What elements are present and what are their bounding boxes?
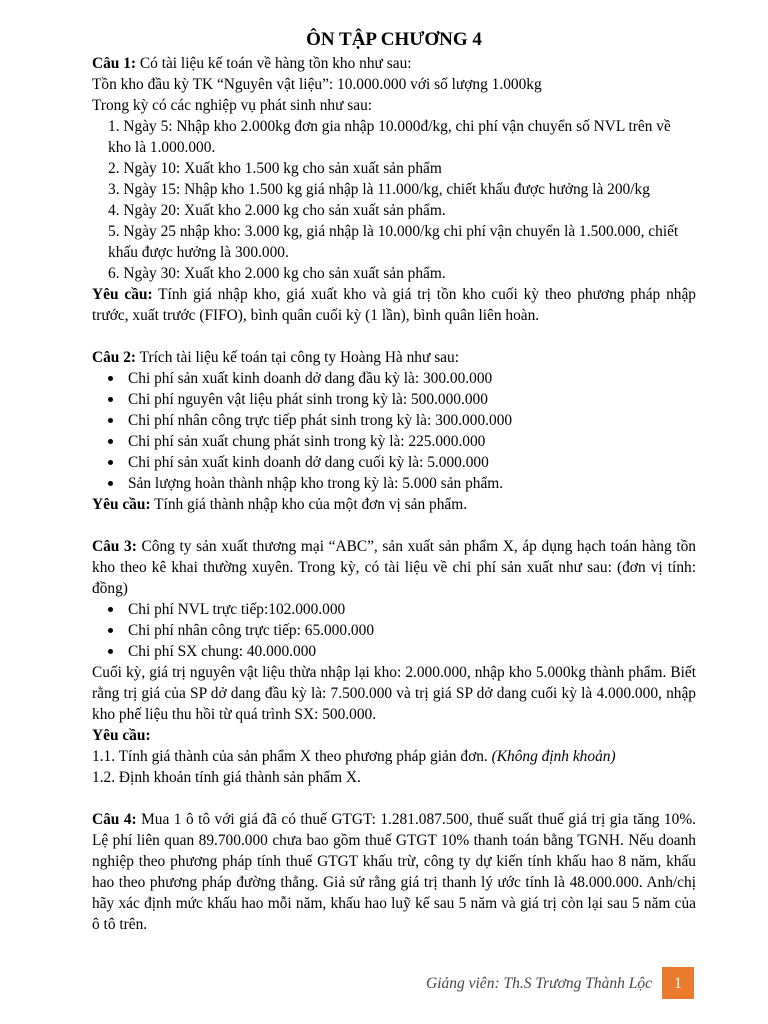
question-3-body: Cuối kỳ, giá trị nguyên vật liệu thừa nhập lại kho: 2.000.000, nhập kho 5.000kg thành phẩm. Biết rằng trị giá của SP dở dang đầu kỳ là: 7.500.000 và trị giá SP dở dang cuối kỳ là 4.000.000, nhập kho phế liệu thu hồi từ quá trình SX: 500.000. — [92, 664, 696, 723]
question-1-label: Câu 1: — [92, 55, 137, 72]
requirement-label: Yêu cầu: — [92, 286, 153, 303]
question-3-requirement-2: 1.2. Định khoản tính giá thành sản phẩm X. — [92, 769, 361, 786]
question-2-cost-list — [92, 368, 696, 494]
spacer — [92, 788, 696, 809]
document-page — [92, 28, 696, 935]
question-1-transactions — [92, 116, 696, 284]
cost-item: Chi phí sản xuất kinh doanh dở dang cuối kỳ là: 5.000.000 — [128, 452, 696, 473]
question-3-label: Câu 3: — [92, 538, 137, 555]
transaction-item: 2. 2. Ngày 10: Xuất kho 1.500 kg cho sản xuất sản phẩm — [108, 158, 696, 179]
question-2-label: Câu 2: — [92, 349, 137, 366]
question-1-opening-stock: Tồn kho đầu kỳ TK “Nguyên vật liệu”: 10.000.000 với số lượng 1.000kg — [92, 76, 542, 93]
cost-item: Chi phí nhân công trực tiếp: 65.000.000 — [128, 620, 696, 641]
transaction-item: 4. 4. Ngày 20: Xuất kho 2.000 kg cho sản xuất sản phẩm. — [108, 200, 696, 221]
lecturer-name: Giảng viên: Th.S Trương Thành Lộc — [426, 974, 652, 992]
cost-item: Chi phí NVL trực tiếp:102.000.000 — [128, 599, 696, 620]
question-3-intro: Câu 3: Công ty sản xuất thương mại “ABC”, sản xuất sản phẩm X, áp dụng hạch toán hàng tồn kho theo kê khai thường xuyên. Trong kỳ, có tài liệu về chi phí sản xuất như sau: (đơn vị tính: đồng) — [92, 538, 696, 597]
question-3-requirement-label: Yêu cầu: — [92, 727, 151, 744]
question-3-requirement-1: 1.1. Tính giá thành của sản phẩm X theo phương pháp giản đơn. (Không định khoản) — [92, 748, 616, 765]
cost-item: Chi phí SX chung: 40.000.000 — [128, 641, 696, 662]
question-4-label: Câu 4: — [92, 811, 137, 828]
question-1-intro: Câu 1: Có tài liệu kế toán về hàng tồn kho như sau: — [92, 55, 412, 72]
question-4 — [92, 809, 696, 935]
question-1 — [92, 53, 696, 326]
question-1-transactions-heading: Trong kỳ có các nghiệp vụ phát sinh như sau: — [92, 97, 373, 114]
transaction-item: 1. 1. Ngày 5: Nhập kho 2.000kg đơn gia nhập 10.000đ/kg, chi phí vận chuyển số NVL trên về kho là 1.000.000. — [108, 116, 696, 158]
question-2-intro: Câu 2: Trích tài liệu kế toán tại công ty Hoàng Hà như sau: — [92, 349, 459, 366]
question-3-cost-list — [92, 599, 696, 662]
question-1-requirement: Yêu cầu: Tính giá nhập kho, giá xuất kho và giá trị tồn kho cuối kỳ theo phương pháp nhập trước, xuất trước (FIFO), bình quân cuối kỳ (1 lần), bình quân liên hoàn. — [92, 286, 696, 324]
page-number: 1 — [662, 967, 694, 999]
page-title: ÔN TẬP CHƯƠNG 4 — [306, 29, 482, 50]
question-4-text: Câu 4: Mua 1 ô tô với giá đã có thuế GTGT: 1.281.087.500, thuế suất thuế giá trị gia tăng 10%. Lệ phí liên quan 89.700.000 chưa bao gồm thuế GTGT 10% thanh toán bằng TGNH. Nếu doanh nghiệp theo phương pháp tính thuế GTGT khấu trừ, công ty dự kiến tính khấu hao 8 năm, khấu hao theo phương pháp đường thẳng. Giả sử rằng giá trị thanh lý ước tính là 48.000.000. Anh/chị hãy xác định mức khấu hao mỗi năm, khấu hao luỹ kế sau 5 năm và giá trị còn lại sau 5 năm của ô tô trên. — [92, 811, 696, 933]
question-3 — [92, 536, 696, 788]
question-2-requirement: Yêu cầu: Tính giá thành nhập kho của một đơn vị sản phẩm. — [92, 496, 468, 513]
transaction-item: 6. 6. Ngày 30: Xuất kho 2.000 kg cho sản xuất sản phẩm. — [108, 263, 696, 284]
spacer — [92, 515, 696, 536]
cost-item: Chi phí sản xuất chung phát sinh trong kỳ là: 225.000.000 — [128, 431, 696, 452]
transaction-item: 5. 5. Ngày 25 nhập kho: 3.000 kg, giá nhập là 10.000/kg chi phí vận chuyển là 1.500.000, chiết khấu được hưởng là 300.000. — [108, 221, 696, 263]
page-footer — [426, 967, 694, 999]
spacer — [92, 326, 696, 347]
cost-item: Chi phí nguyên vật liệu phát sinh trong kỳ là: 500.000.000 — [128, 389, 696, 410]
transaction-item: 3. 3. Ngày 15: Nhập kho 1.500 kg giá nhập là 11.000/kg, chiết khấu được hưởng là 200/kg — [108, 179, 696, 200]
cost-item: Chi phí nhân công trực tiếp phát sinh trong kỳ là: 300.000.000 — [128, 410, 696, 431]
cost-item: Chi phí sản xuất kinh doanh dở dang đầu kỳ là: 300.00.000 — [128, 368, 696, 389]
question-2 — [92, 347, 696, 515]
requirement-label: Yêu cầu: — [92, 496, 151, 513]
requirement-note: (Không định khoản) — [491, 748, 616, 765]
cost-item: Sản lượng hoàn thành nhập kho trong kỳ là: 5.000 sản phẩm. — [128, 473, 696, 494]
